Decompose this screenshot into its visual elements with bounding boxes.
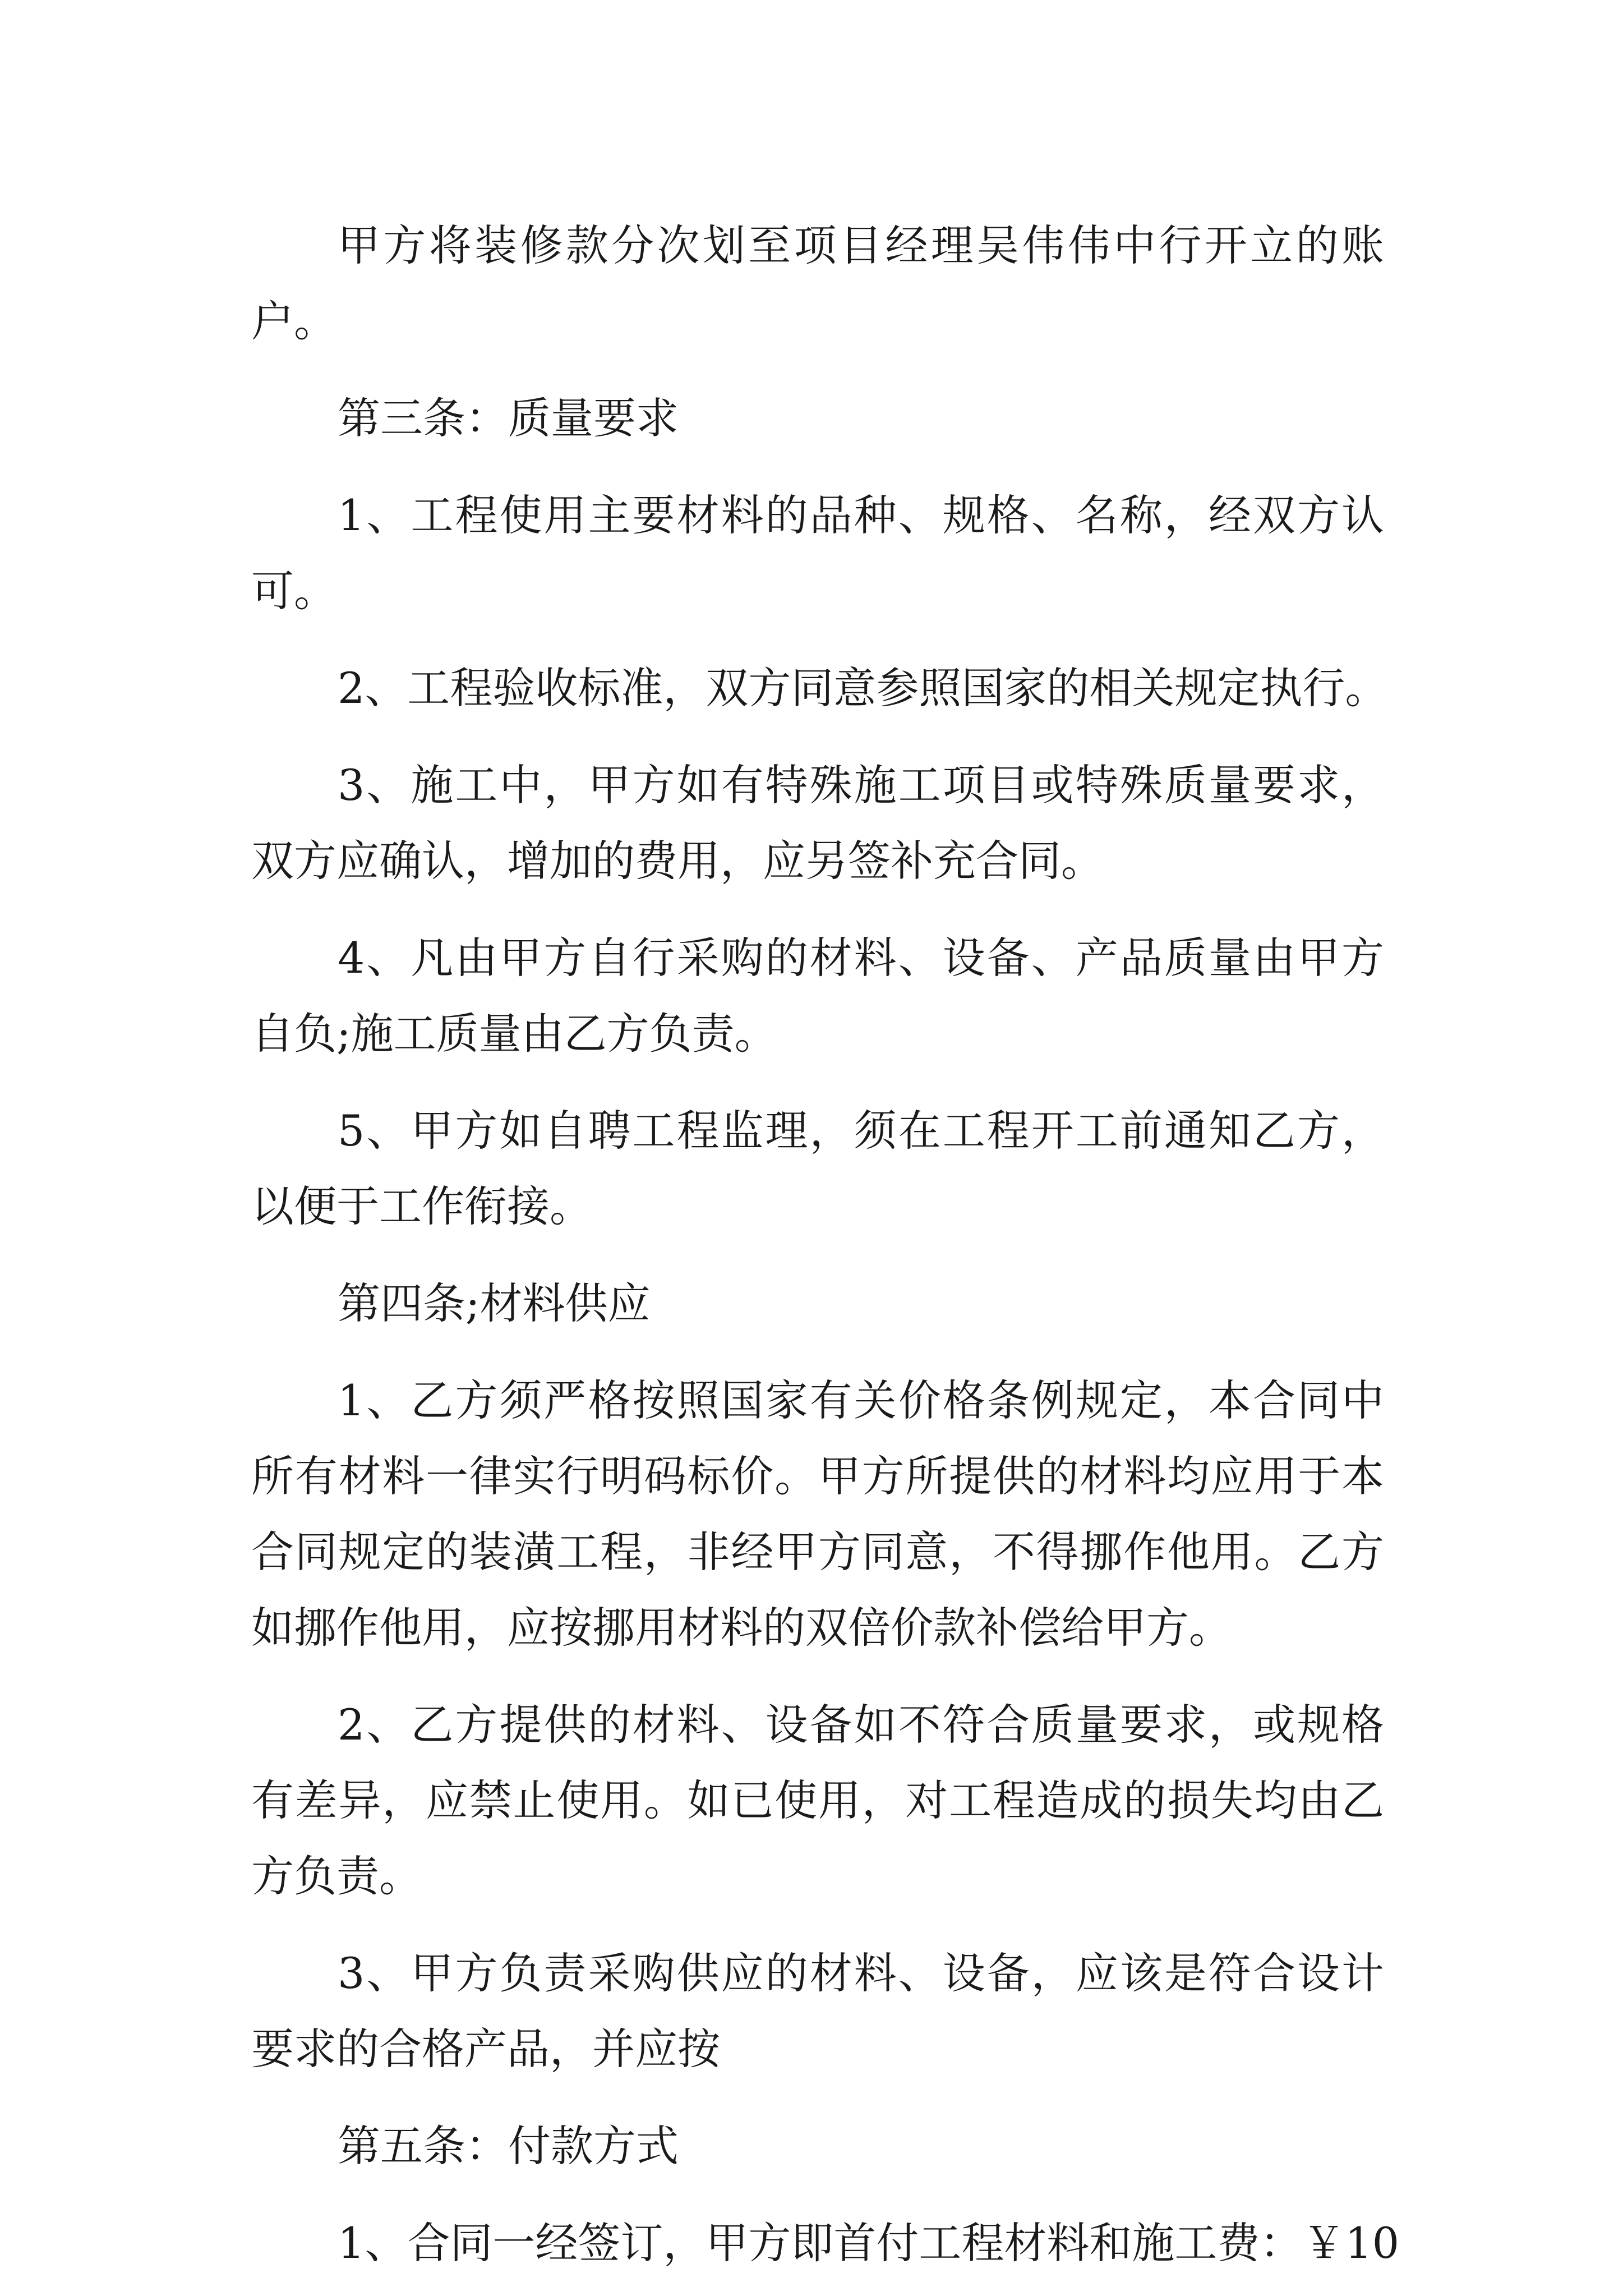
- paragraph-quality-2: [251, 650, 1388, 726]
- section-heading: 第五条：付款方式: [338, 2121, 679, 2171]
- paragraph-quality-3: [251, 747, 1384, 899]
- section-heading-quality: [251, 380, 1384, 456]
- text-line: 1、合同一经签订，甲方即首付工程材料和施工费：￥10: [338, 2218, 1400, 2268]
- text-line: 双方应确认，增加的费用，应另签补充合同。: [251, 836, 1104, 886]
- text-line: 4、凡由甲方自行采购的材料、设备、产品质量由甲方: [338, 933, 1384, 983]
- section-heading: 第三条：质量要求: [338, 393, 679, 443]
- paragraph-materials-1: [251, 1363, 1384, 1665]
- text-line: 所有材料一律实行明码标价。甲方所提供的材料均应用于本: [251, 1451, 1384, 1501]
- section-heading-payment: [251, 2108, 1384, 2184]
- section-heading-materials: [251, 1266, 1384, 1341]
- text-line: 3、甲方负责采购供应的材料、设备，应该是符合设计: [338, 1948, 1384, 1998]
- paragraph-quality-5: [251, 1093, 1384, 1244]
- text-line: 可。: [251, 566, 336, 616]
- section-heading: 第四条;材料供应: [338, 1278, 651, 1328]
- paragraph-payment-account: [251, 208, 1384, 359]
- paragraph-quality-1: [251, 477, 1384, 629]
- text-line: 1、工程使用主要材料的品种、规格、名称，经双方认: [338, 490, 1384, 540]
- paragraph-materials-3: [251, 1935, 1384, 2087]
- paragraph-quality-4: [251, 920, 1384, 1071]
- paragraph-materials-2: [251, 1687, 1384, 1914]
- paragraph-payment-1: [251, 2205, 1400, 2281]
- text-line: 有差异，应禁止使用。如已使用，对工程造成的损失均由乙: [251, 1775, 1384, 1825]
- document-page: [251, 208, 1400, 2281]
- text-line: 方负责。: [251, 1851, 422, 1901]
- text-line: 甲方将装修款分次划至项目经理吴伟伟中行开立的账: [338, 220, 1384, 270]
- text-line: 5、甲方如自聘工程监理，须在工程开工前通知乙方，: [338, 1106, 1384, 1156]
- text-line: 3、施工中，甲方如有特殊施工项目或特殊质量要求，: [338, 760, 1384, 810]
- text-line: 户。: [251, 296, 336, 346]
- text-line: 1、乙方须严格按照国家有关价格条例规定，本合同中: [338, 1375, 1384, 1425]
- text-line: 以便于工作衔接。: [251, 1181, 592, 1231]
- text-line: 合同规定的装潢工程，非经甲方同意，不得挪作他用。乙方: [251, 1527, 1384, 1577]
- text-line: 如挪作他用，应按挪用材料的双倍价款补偿给甲方。: [251, 1603, 1232, 1653]
- text-line: 要求的合格产品，并应按: [251, 2024, 720, 2074]
- text-line: 2、乙方提供的材料、设备如不符合质量要求，或规格: [338, 1700, 1384, 1750]
- text-line: 2、工程验收标准，双方同意参照国家的相关规定执行。: [338, 663, 1388, 713]
- text-line: 自负;施工质量由乙方负责。: [251, 1009, 777, 1059]
